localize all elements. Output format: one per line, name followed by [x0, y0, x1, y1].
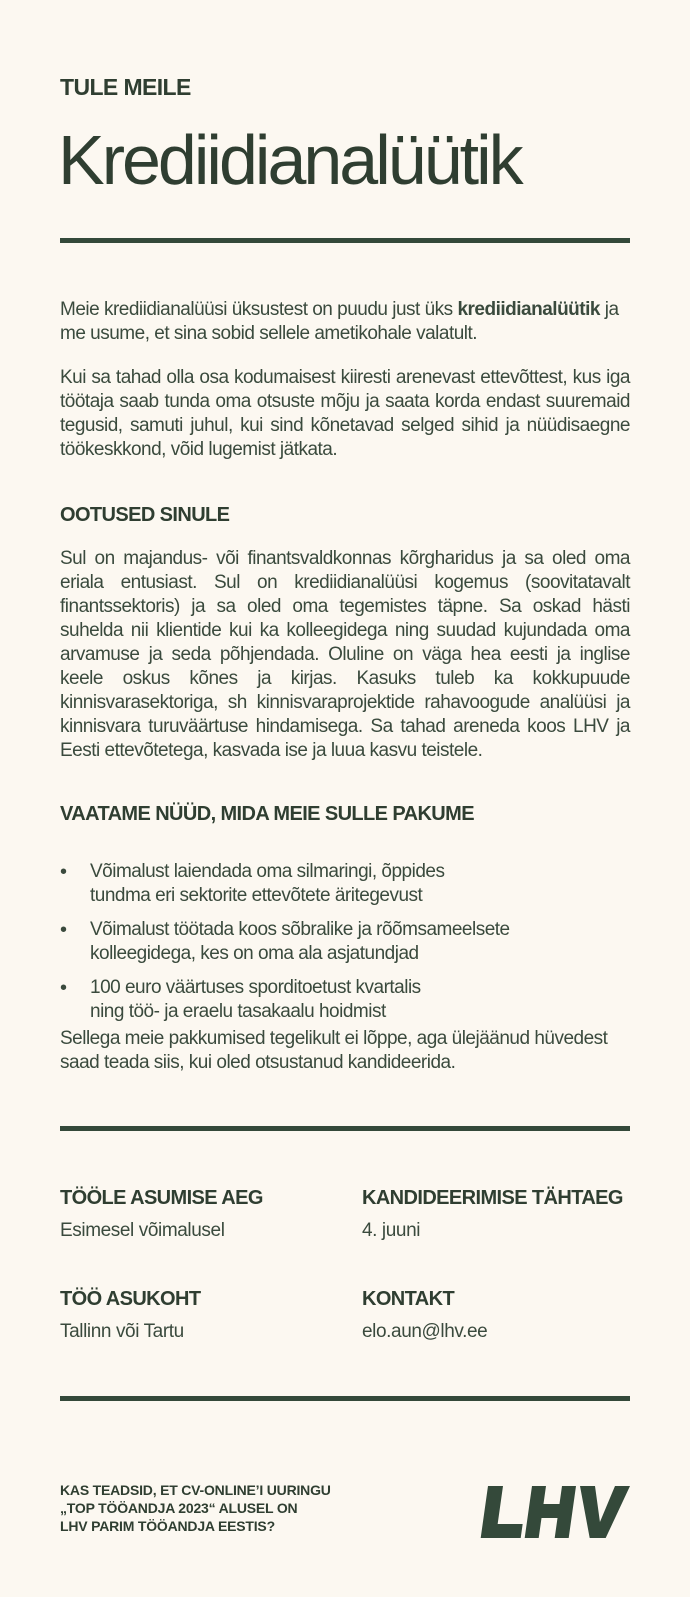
- start-time-value: Esimesel võimalusel: [60, 1220, 225, 1241]
- intro-text: Meie krediidianalüüsi üksustest on puudu just üks: [60, 299, 458, 320]
- intro-text-end: ja me usume, et sina sobid sellele ametikohale valatult.: [60, 299, 619, 344]
- offer-closing: Sellega meie pakkumised tegelikult ei lõppe, aga ülejäänud hüvedest saad teada siis, kui oled otsustanud kandideerida.: [60, 1028, 608, 1073]
- lhv-logo: [478, 1486, 630, 1538]
- divider-bottom: [60, 1396, 630, 1401]
- page-title: Krediidianalüütik: [58, 121, 521, 199]
- intro-paragraph-1: [60, 298, 630, 346]
- deadline-label: KANDIDEERIMISE TÄHTAEG: [362, 1187, 623, 1209]
- expectations-text: Sul on majandus- või finantsvaldkonnas kõrgharidus ja sa oled oma eriala entusiast. Sul on krediidianalüüsi kogemus (soovitatavalt finantssektoris) ja sa oled oma tegemistes täpne. Sa oskad hästi suhelda nii klientide kui ka kolleegidega ning suudad kujundada oma arvamuse ja seda põhjendada. Oluline on väga hea eesti ja inglise keele oskus kõnes ja kirjas. Kasuks tuleb ka kokkupuude kinnisvarasektoriga, sh kinnisvaraprojektide rahavoogude analüüsi ja kinnisvara turuväärtuse hindamisega. Sa tahad areneda koos LHV ja Eesti ettevõtetega, kasvada ise ja luua kasvu teistele.: [60, 548, 630, 761]
- list-item: • 100 euro väärtuses sporditoetust kvartalis ning töö- ja eraelu tasakaalu hoidmist: [60, 976, 630, 1024]
- start-time-label: TÖÖLE ASUMISE AEG: [60, 1187, 263, 1209]
- deadline-value: 4. juuni: [362, 1220, 421, 1241]
- expectations-heading: OOTUSED SINULE: [60, 504, 230, 526]
- intro-position-highlight: krediidianalüütik: [457, 299, 600, 320]
- list-item: • Võimalust töötada koos sõbralike ja rõõmsameelsete kolleegidega, kes on oma ala asjatundjad: [60, 918, 630, 966]
- location-value: Tallinn või Tartu: [60, 1321, 184, 1342]
- contact-email[interactable]: elo.aun@lhv.ee: [362, 1321, 488, 1342]
- divider-middle: [60, 1126, 630, 1131]
- intro-paragraph-2: Kui sa tahad olla osa kodumaisest kiiresti arenevast ettevõttest, kus iga töötaja saab tunda oma otsuste mõju ja saata korda endast suuremaid tegusid, samuti juhul, kui sind kõnetavad selged sihid ja nüüdisaegne töökeskkond, võid lugemist jätkata.: [60, 367, 630, 460]
- eyebrow-heading: TULE MEILE: [60, 74, 191, 100]
- offer-list: [60, 860, 630, 1034]
- location-label: TÖÖ ASUKOHT: [60, 1288, 201, 1310]
- divider-top: [60, 238, 630, 243]
- footer-note: KAS TEADSID, ET CV-ONLINE’I UURINGU „TOP TÖÖANDJA 2023“ ALUSEL ON LHV PARIM TÖÖANDJA EESTIS?: [60, 1482, 331, 1534]
- contact-label: KONTAKT: [362, 1288, 455, 1310]
- list-item: • Võimalust laiendada oma silmaringi, õppides tundma eri sektorite ettevõtete äritegevust: [60, 860, 630, 908]
- offer-heading: VAATAME NÜÜD, MIDA MEIE SULLE PAKUME: [60, 803, 474, 825]
